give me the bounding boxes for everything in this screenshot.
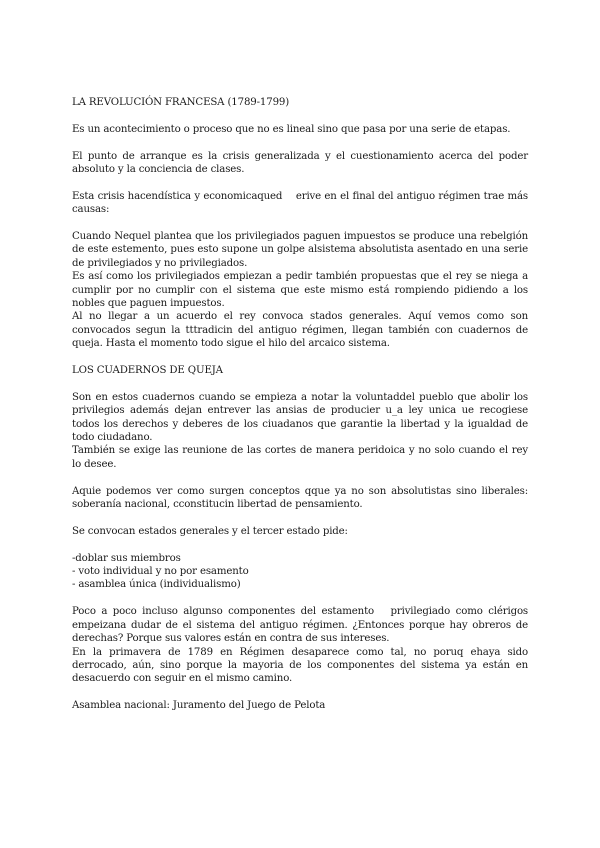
list-item: - voto individual y no por esamento bbox=[72, 566, 249, 578]
necker-paragraph-2: Es así como los privilegiados empiezan a pedir también propuestas que el rey se niega a cumplir por no cumplir con el sistema que este mismo está rompiendo pidiendo a los nobles que paguen impuestos. bbox=[72, 271, 528, 310]
necker-paragraph-3: Al no llegar a un acuerdo el rey convoca stados generales. Aquí vemos como son convocados segun la tttradicin del antiguo régimen, llegan también con cuadernos de queja. Hasta el momento todo sigue el hilo del arcaico sistema. bbox=[72, 311, 528, 350]
tercer-estado-paragraph: Se convocan estados generales y el tercer estado pide: bbox=[72, 525, 348, 537]
conceptos-paragraph: Aquie podemos ver como surgen conceptos qque ya no son absolutistas sino liberales: soberanía nacional, cconstitucin libertad de pensamiento. bbox=[72, 485, 528, 511]
poco-paragraph-1: Poco a poco incluso algunso componentes del estamento privilegiado como clérigos empeizana dudar de el sistema del antiguo régimen. ¿Entonces porque hay obreros de derechas? Porque sus valores están en contra de sus intereses. bbox=[72, 606, 532, 645]
starting-point-paragraph: El punto de arranque es la crisis generalizada y el cuestionamiento acerca del poder absoluto y la conciencia de clases. bbox=[72, 150, 528, 175]
cuadernos-heading: LOS CUADERNOS DE QUEJA bbox=[72, 365, 223, 377]
necker-paragraph-1: Cuando Nequel plantea que los privilegiados paguen impuestos se produce una rebelgión de este estemento, pues esto supone un golpe alsistema absolutista asentado en una serie de privilegiados y no privilegiados. bbox=[72, 231, 528, 269]
document-page bbox=[72, 96, 532, 713]
list-item: -doblar sus miembros bbox=[72, 552, 181, 564]
list-item: - asamblea única (individualismo) bbox=[72, 579, 241, 591]
document-title: LA REVOLUCIÓN FRANCESA (1789-1799) bbox=[72, 97, 290, 108]
intro-paragraph: Es un acontecimiento o proceso que no es lineal sino que pasa por una serie de etapas. bbox=[72, 123, 511, 135]
asamblea-heading: Asamblea nacional: Juramento del Juego de Pelota bbox=[72, 700, 326, 712]
cuadernos-paragraph-1: Son en estos cuadernos cuando se empieza a notar la voluntaddel pueblo que abolir los privilegios además dejan entrever las ansias de producier u_a ley unica ue recogiese todos los derechos y deberes de los ciuadanos que garantie la libertad y la igualdad de todo ciudadano. bbox=[72, 391, 528, 444]
crisis-paragraph: Esta crisis hacendística y economicaqued erive en el final del antiguo régimen trae más causas: bbox=[72, 190, 532, 216]
poco-paragraph-2: En la primavera de 1789 en Régimen desaparece como tal, no poruq ehaya sido derrocado, aún, sino porque la mayoria de los componentes del sistema ya están en desacuerdo con seguir en el mismo camino. bbox=[72, 646, 528, 685]
cuadernos-paragraph-2: También se exige las reunione de las cortes de manera peridoica y no solo cuando el rey lo desee. bbox=[72, 445, 528, 470]
